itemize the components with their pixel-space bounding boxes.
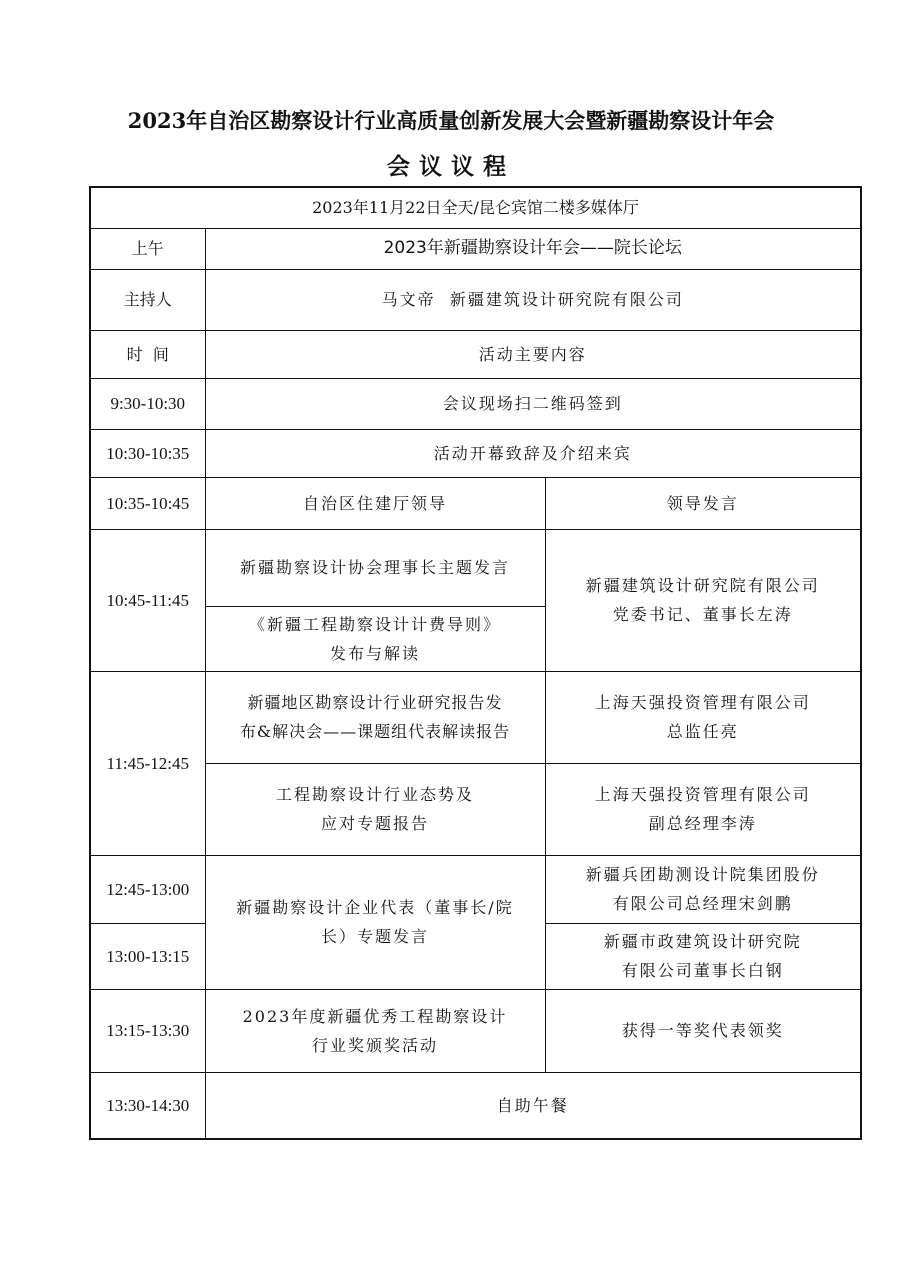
time-cell: 10:35-10:45 bbox=[90, 477, 205, 529]
content-line: 工程勘察设计行业态势及 bbox=[275, 785, 474, 804]
table-row bbox=[90, 330, 861, 378]
host-label-cell: 主持人 bbox=[90, 269, 205, 330]
content-cell bbox=[205, 763, 545, 855]
session-title-cell: 2023年新疆勘察设计年会——院长论坛 bbox=[205, 228, 861, 269]
content-line: 应对专题报告 bbox=[320, 814, 429, 833]
speaker-line: 有限公司总经理宋剑鹏 bbox=[612, 894, 793, 913]
content-cell bbox=[205, 989, 545, 1072]
table-row bbox=[90, 529, 861, 606]
content-cell: 新疆勘察设计协会理事长主题发言 bbox=[205, 529, 545, 606]
host-value-cell: 马文帝 新疆建筑设计研究院有限公司 bbox=[205, 269, 861, 330]
table-row bbox=[90, 1072, 861, 1139]
time-cell: 13:00-13:15 bbox=[90, 923, 205, 989]
document-title: 2023年自治区勘察设计行业高质量创新发展大会暨新疆勘察设计年会 bbox=[127, 108, 775, 133]
speaker-cell bbox=[545, 763, 861, 855]
content-cell bbox=[205, 855, 545, 989]
speaker-line: 上海天强投资管理有限公司 bbox=[594, 785, 811, 804]
time-cell: 11:45-12:45 bbox=[90, 671, 205, 855]
time-cell: 13:30-14:30 bbox=[90, 1072, 205, 1139]
time-cell: 10:45-11:45 bbox=[90, 529, 205, 671]
speaker-cell bbox=[545, 923, 861, 989]
speaker-cell bbox=[545, 671, 861, 763]
speaker-line: 新疆兵团勘测设计院集团股份 bbox=[585, 865, 820, 884]
session-label-cell: 上午 bbox=[90, 228, 205, 269]
speaker-cell bbox=[545, 529, 861, 671]
content-cell: 活动开幕致辞及介绍来宾 bbox=[205, 429, 861, 477]
speaker-cell bbox=[545, 855, 861, 923]
column-header-content: 活动主要内容 bbox=[205, 330, 861, 378]
content-line: 2023年度新疆优秀工程勘察设计 bbox=[242, 1006, 508, 1026]
content-line: 发布与解读 bbox=[329, 643, 420, 663]
speaker-line: 党委书记、董事长左涛 bbox=[612, 605, 793, 624]
content-cell bbox=[205, 606, 545, 671]
speaker-line: 总监任亮 bbox=[666, 722, 739, 741]
speaker-line: 新疆建筑设计研究院有限公司 bbox=[585, 576, 820, 595]
content-line: 布&解决会——课题组代表解读报告 bbox=[239, 722, 511, 741]
speaker-line: 上海天强投资管理有限公司 bbox=[594, 693, 811, 712]
table-row bbox=[90, 763, 861, 855]
date-venue-cell: 2023年11月22日全天/昆仑宾馆二楼多媒体厅 bbox=[90, 187, 861, 228]
content-line: 行业奖颁奖活动 bbox=[311, 1035, 438, 1055]
document-subtitle: 会议议程 bbox=[387, 153, 515, 180]
time-cell: 10:30-10:35 bbox=[90, 429, 205, 477]
table-row bbox=[90, 187, 861, 228]
table-row bbox=[90, 989, 861, 1072]
content-line: 长）专题发言 bbox=[320, 927, 429, 946]
table-row bbox=[90, 671, 861, 763]
content-line: 新疆勘察设计企业代表（董事长/院 bbox=[236, 898, 514, 917]
table-row bbox=[90, 855, 861, 923]
agenda-table bbox=[89, 186, 862, 1140]
speaker-line: 副总经理李涛 bbox=[648, 814, 757, 833]
content-cell: 自治区住建厅领导 bbox=[205, 477, 545, 529]
table-row bbox=[90, 477, 861, 529]
speaker-line: 有限公司董事长白钢 bbox=[621, 961, 784, 980]
column-header-time: 时 间 bbox=[90, 330, 205, 378]
speaker-cell: 领导发言 bbox=[545, 477, 861, 529]
content-cell: 会议现场扫二维码签到 bbox=[205, 378, 861, 429]
content-cell: 自助午餐 bbox=[205, 1072, 861, 1139]
time-cell: 12:45-13:00 bbox=[90, 855, 205, 923]
time-cell: 13:15-13:30 bbox=[90, 989, 205, 1072]
content-cell bbox=[205, 671, 545, 763]
time-cell: 9:30-10:30 bbox=[90, 378, 205, 429]
table-row bbox=[90, 378, 861, 429]
table-row bbox=[90, 429, 861, 477]
speaker-line: 新疆市政建筑设计研究院 bbox=[603, 932, 802, 951]
table-row bbox=[90, 269, 861, 330]
speaker-cell: 获得一等奖代表领奖 bbox=[545, 989, 861, 1072]
table-row bbox=[90, 228, 861, 269]
content-line: 《新疆工程勘察设计计费导则》 bbox=[248, 614, 501, 634]
content-line: 新疆地区勘察设计行业研究报告发 bbox=[247, 693, 503, 712]
